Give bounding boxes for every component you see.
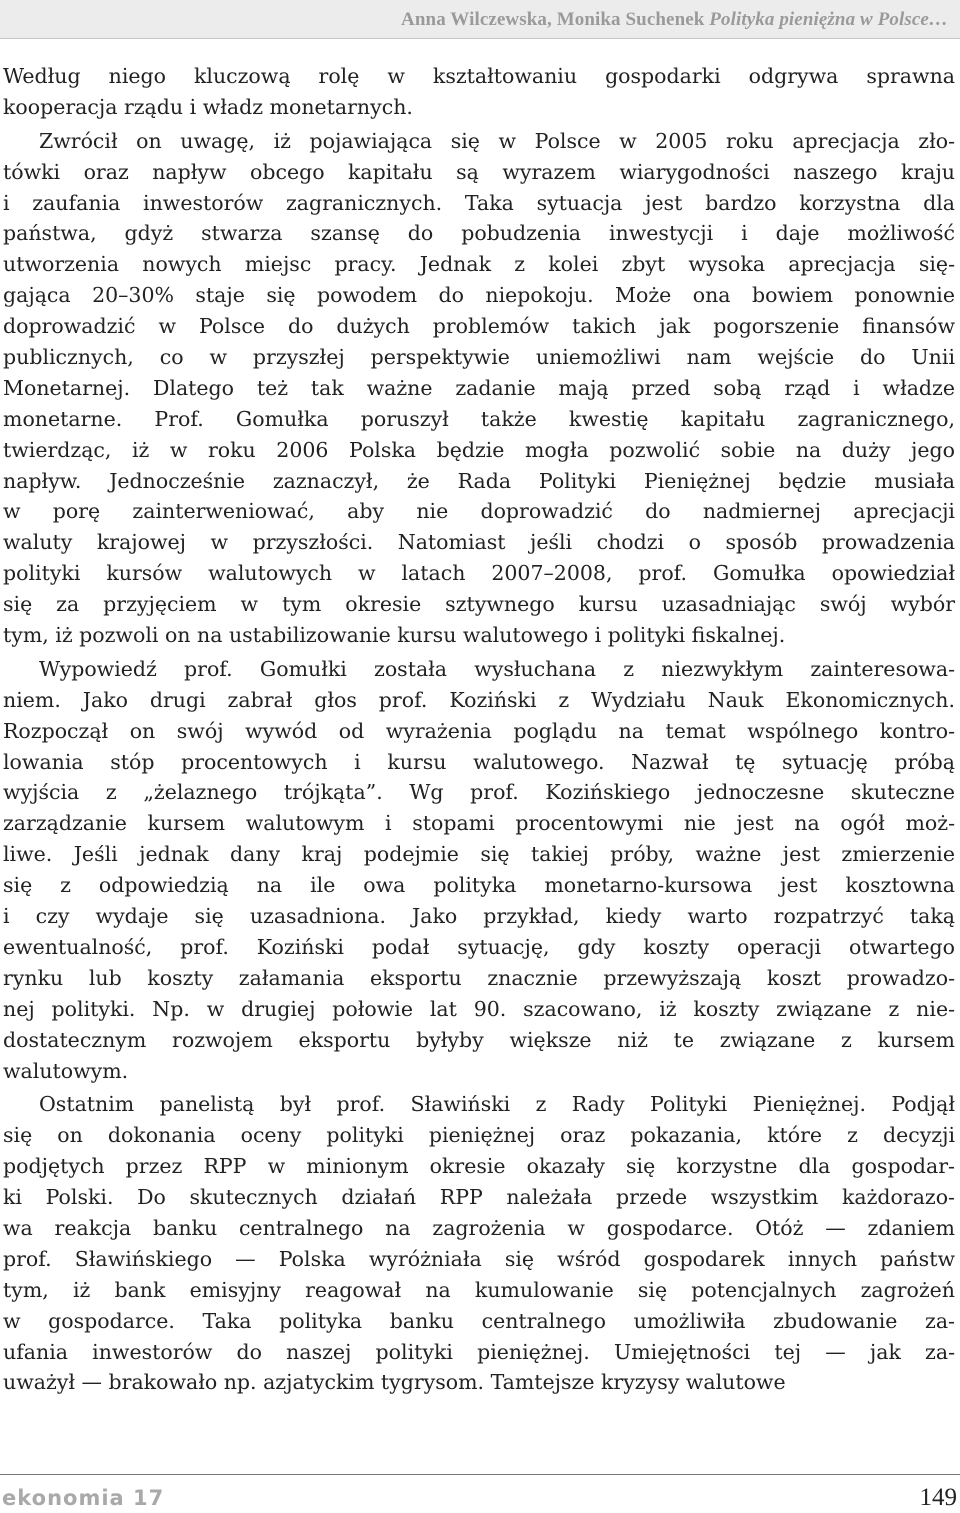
text-line: kooperacja rządu i władz monetarnych. [3, 94, 413, 119]
text-line: dostatecznym rozwojem eksportu byłyby większe niż te związane z kursem [3, 1027, 955, 1052]
text-line: Wypowiedź prof. Gomułki została wysłuchana z niezwykłym zainteresowa- [39, 656, 955, 681]
text-line: nej polityki. Np. w drugiej połowie lat 90. szacowano, iż koszty związane z nie- [3, 996, 955, 1021]
paragraph [3, 61, 955, 123]
text-line: utworzenia nowych miejsc pracy. Jednak z kolei zbyt wysoka aprecjacja się- [3, 252, 955, 277]
text-line: wa reakcja banku centralnego na zagrożenia w gospodarce. Otóż — zdaniem [3, 1215, 955, 1240]
text-line: i zaufania inwestorów zagranicznych. Taka sytuacja jest bardzo korzystna dla [3, 190, 955, 215]
article-body [3, 61, 955, 1398]
paragraph [3, 654, 955, 1086]
text-line: państwa, gdyż stwarza szansę do pobudzenia inwestycji i daje możliwość [3, 221, 955, 246]
text-line: i czy wydaje się uzasadniona. Jako przykład, kiedy warto rozpatrzyć taką [3, 904, 955, 929]
text-line: zarządzanie kursem walutowym i stopami procentowymi nie jest na ogół moż- [3, 811, 955, 836]
page-number: 149 [919, 1484, 957, 1511]
paragraph [3, 126, 955, 651]
text-line: ufania inwestorów do naszej polityki pieniężnej. Umiejętności tej — jak za- [3, 1339, 955, 1364]
running-header [0, 0, 960, 39]
text-line: w gospodarce. Taka polityka banku centralnego umożliwiła zbudowanie za- [3, 1308, 955, 1333]
text-line: twierdząc, iż w roku 2006 Polska będzie mogła pozwolić sobie na duży jego [3, 437, 955, 462]
text-line: napływ. Jednocześnie zaznaczył, że Rada Polityki Pieniężnej będzie musiała [3, 468, 955, 493]
paragraph [3, 1089, 955, 1398]
text-line: prof. Sławińskiego — Polska wyróżniała się wśród gospodarek innych państw [3, 1246, 955, 1271]
text-line: w porę zainterweniować, aby nie doprowadzić do nadmiernej aprecjacji [3, 499, 955, 524]
text-line: lowania stóp procentowych i kursu walutowego. Nazwał tę sytuację próbą [3, 749, 955, 774]
header-authors: Anna Wilczewska, Monika Suchenek [401, 9, 705, 30]
text-line: tym, iż pozwoli on na ustabilizowanie kursu walutowego i polityki fiskalnej. [3, 623, 786, 648]
running-header-text [401, 9, 948, 31]
text-line: ewentualność, prof. Koziński podał sytuację, gdy koszty operacji otwartego [3, 934, 955, 959]
text-line: gająca 20–30% staje się powodem do niepokoju. Może ona bowiem ponownie [3, 283, 955, 308]
text-line: publicznych, co w przyszłej perspektywie uniemożliwi nam wejście do Unii [3, 345, 955, 370]
text-line: wyjścia z „żelaznego trójkąta”. Wg prof. Kozińskiego jednoczesne skuteczne [3, 780, 955, 805]
text-line: monetarne. Prof. Gomułka poruszył także kwestię kapitału zagranicznego, [3, 406, 955, 431]
text-line: się za przyjęciem w tym okresie sztywnego kursu uzasadniając swój wybór [3, 592, 955, 617]
text-line: podjętych przez RPP w minionym okresie okazały się korzystne dla gospodar- [3, 1154, 955, 1179]
text-line: polityki kursów walutowych w latach 2007–2008, prof. Gomułka opowiedział [3, 561, 955, 586]
text-line: niem. Jako drugi zabrał głos prof. Koziński z Wydziału Nauk Ekonomicznych. [3, 687, 955, 712]
text-line: tym, iż bank emisyjny reagował na kumulowanie się potencjalnych zagrożeń [3, 1277, 955, 1302]
text-line: liwe. Jeśli jednak dany kraj podejmie się takiej próby, ważne jest zmierzenie [3, 842, 955, 867]
text-line: walutowym. [3, 1058, 129, 1083]
footer-divider [0, 1474, 960, 1475]
text-line: ki Polski. Do skutecznych działań RPP należała przede wszystkim każdorazo- [3, 1185, 955, 1210]
text-line: waluty krajowej w przyszłości. Natomiast jeśli chodzi o sposób prowadzenia [3, 530, 955, 555]
text-line: rynku lub koszty załamania eksportu znacznie przewyższają koszt prowadzo- [3, 965, 955, 990]
text-line: się z odpowiedzią na ile owa polityka monetarno-kursowa jest kosztowna [3, 873, 955, 898]
text-line: Zwrócił on uwagę, iż pojawiająca się w Polsce w 2005 roku aprecjacja zło- [39, 128, 955, 153]
text-line: Monetarnej. Dlatego też tak ważne zadanie mają przed sobą rząd i władze [3, 375, 955, 400]
text-line: Rozpoczął on swój wywód od wyrażenia poglądu na temat wspólnego kontro- [3, 718, 955, 743]
text-line: się on dokonania oceny polityki pieniężnej oraz pokazania, które z decyzji [3, 1123, 955, 1148]
text-line: tówki oraz napływ obcego kapitału są wyrazem wiarygodności naszego kraju [3, 159, 955, 184]
text-line: Ostatnim panelistą był prof. Sławiński z Rady Polityki Pieniężnej. Podjął [39, 1092, 955, 1117]
header-title: Polityka pieniężna w Polsce… [709, 9, 948, 30]
text-line: Według niego kluczową rolę w kształtowaniu gospodarki odgrywa sprawna [3, 64, 955, 88]
journal-name: ekonomia 17 [2, 1486, 165, 1510]
text-line: doprowadzić w Polsce do dużych problemów takich jak pogorszenie finansów [3, 314, 955, 339]
text-line: uważył — brakowało np. azjatyckim tygrysom. Tamtejsze kryzysy walutowe [3, 1370, 786, 1395]
